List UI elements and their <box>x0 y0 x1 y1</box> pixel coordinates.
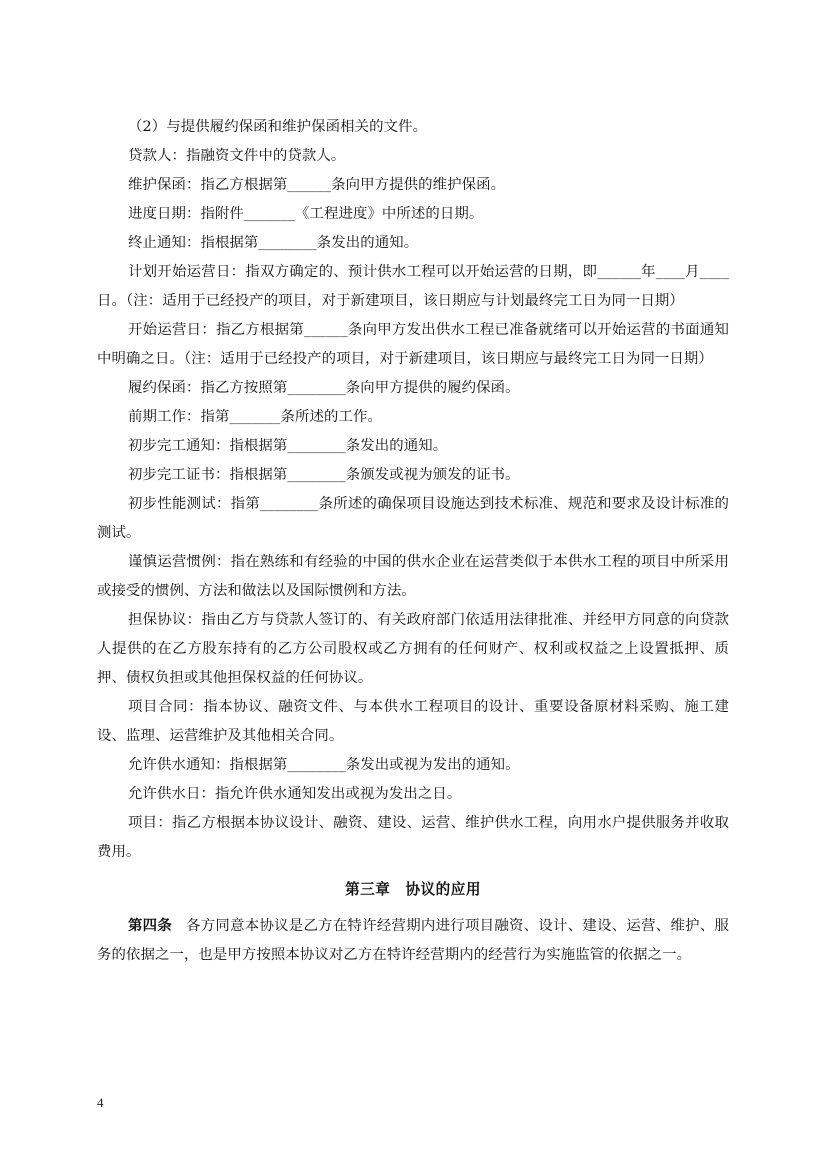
paragraph-operation-start-date: 开始运营日：指乙方根据第______条向甲方发出供水工程已准备就绪可以开始运营的书面通知中明确之日。（注：适用于已经投产的项目，对于新建项目，该日期应与最终完工日为同一日期） <box>97 322 729 367</box>
paragraph-preliminary-work: 前期工作：指第_______条所述的工作。 <box>128 409 382 425</box>
paragraph-preliminary-completion-notice: 初步完工通知：指根据第________条发出的通知。 <box>128 438 448 454</box>
article-paragraph <box>97 912 729 970</box>
paragraph-preliminary-performance-test: 初步性能测试：指第________条所述的确保项目设施达到技术标准、规范和要求及设计标准的测试。 <box>97 496 729 541</box>
paragraph-project: 项目：指乙方根据本协议设计、融资、建设、运营、维护供水工程，向用水户提供服务并收取费用。 <box>97 815 729 860</box>
article-text: 各方同意本协议是乙方在特许经营期内进行项目融资、设计、建设、运营、维护、服务的依据之一，也是甲方按照本协议对乙方在特许经营期内的经营行为实施监管的依据之一。 <box>97 918 729 963</box>
chapter-heading: 第三章 协议的应用 <box>345 881 481 898</box>
paragraph-lender: 贷款人：指融资文件中的贷款人。 <box>128 148 346 164</box>
paragraph-performance-guarantee: 履约保函：指乙方按照第________条向甲方提供的履约保函。 <box>128 380 520 396</box>
paragraph-documents: （2）与提供履约保函和维护保函相关的文件。 <box>128 119 428 135</box>
article-label: 第四条 <box>128 918 173 934</box>
paragraph-security-agreement: 担保协议：指由乙方与贷款人签订的、有关政府部门依适用法律批准、并经甲方同意的向贷款人提供的在乙方股东持有的乙方公司股权或乙方拥有的任何财产、权利或权益之上设置抵押、质押、债权负担或其他担保权益的任何协议。 <box>97 612 729 686</box>
paragraph-water-supply-permit-date: 允许供水日：指允许供水通知发出或视为发出之日。 <box>128 786 462 802</box>
page-body <box>97 113 729 970</box>
paragraph-preliminary-completion-certificate: 初步完工证书：指根据第________条颁发或视为颁发的证书。 <box>128 467 520 483</box>
paragraph-water-supply-permit-notice: 允许供水通知：指根据第________条发出或视为发出的通知。 <box>128 757 520 773</box>
paragraph-planned-operation-date: 计划开始运营日：指双方确定的、预计供水工程可以开始运营的日期，即______年____月____日。（注：适用于已经投产的项目，对于新建项目，该日期应与计划最终完工日为同一日期） <box>97 264 729 309</box>
paragraph-maintenance-guarantee: 维护保函：指乙方根据第______条向甲方提供的维护保函。 <box>128 177 506 193</box>
paragraph-schedule-date: 进度日期：指附件_______《工程进度》中所述的日期。 <box>128 206 484 222</box>
paragraph-prudent-operating-practice: 谨慎运营惯例：指在熟练和有经验的中国的供水企业在运营类似于本供水工程的项目中所采用或接受的惯例、方法和做法以及国际惯例和方法。 <box>97 554 729 599</box>
paragraph-project-contracts: 项目合同：指本协议、融资文件、与本供水工程项目的设计、重要设备原材料采购、施工建设、监理、运营维护及其他相关合同。 <box>97 699 729 744</box>
page-number: 4 <box>97 1095 104 1110</box>
paragraph-termination-notice: 终止通知：指根据第________条发出的通知。 <box>128 235 419 251</box>
